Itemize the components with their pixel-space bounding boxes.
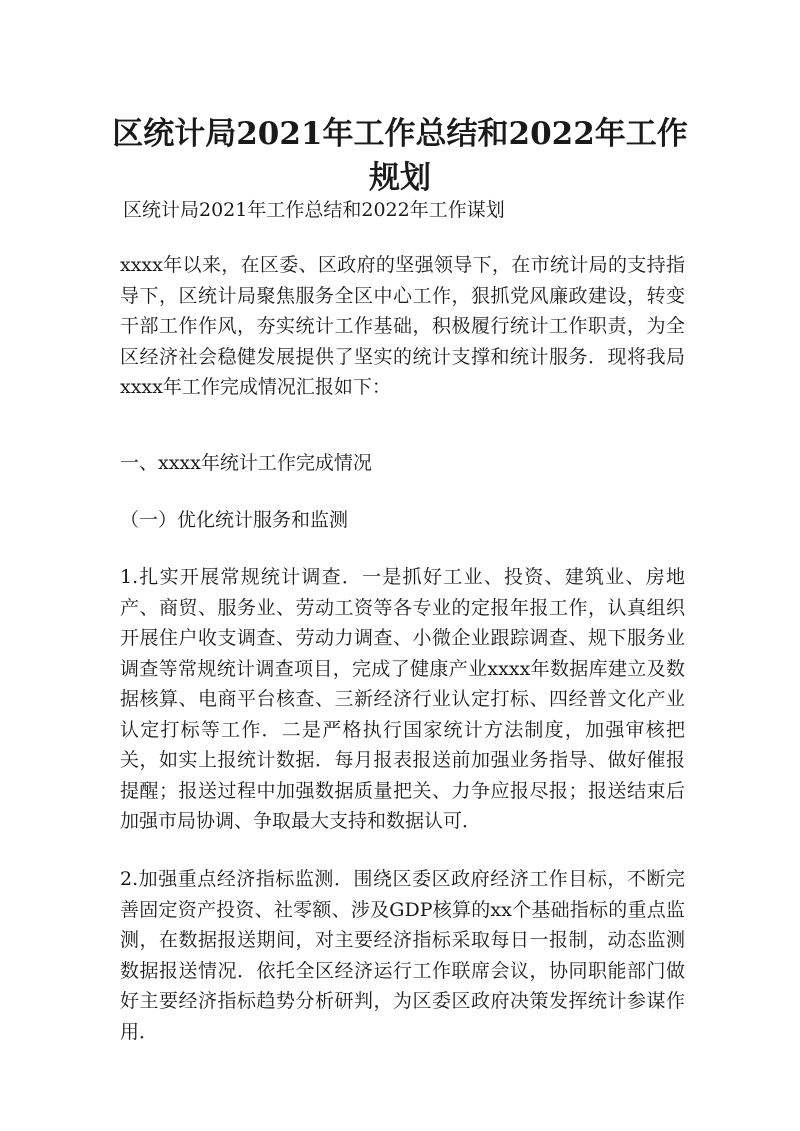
paragraph-item-2: 2.加强重点经济指标监测．围绕区委区政府经济工作目标，不断完善固定资产投资、社零额、涉及GDP核算的xx个基础指标的重点监测，在数据报送期间，对主要经济指标采取每日一报制，动态监测数据报送情况．依托全区经济运行工作联席会议，协同职能部门做好主要经济指标趋势分析研判，为区委区政府决策发挥统计参谋作用． bbox=[120, 868, 685, 1043]
intro-paragraph: xxxx年以来，在区委、区政府的坚强领导下，在市统计局的支持指导下，区统计局聚焦服务全区中心工作，狠抓党风廉政建设，转变干部工作作风，夯实统计工作基础，积极履行统计工作职责，为全区经济社会稳健发展提供了坚实的统计支撑和统计服务．现将我局xxxx年工作完成情况汇报如下： bbox=[120, 254, 685, 398]
subsection-heading-1: （一）优化统计服务和监测 bbox=[120, 509, 349, 531]
paragraph-item-1: 1.扎实开展常规统计调查．一是抓好工业、投资、建筑业、房地产、商贸、服务业、劳动工资等各专业的定报年报工作，认真组织开展住户收支调查、劳动力调查、小微企业跟踪调查、规下服务业调查等常规统计调查项目，完成了健康产业xxxx年数据库建立及数据核算、电商平台核查、三新经济行业认定打标、四经普文化产业认定打标等工作．二是严格执行国家统计方法制度，加强审核把关，如实上报统计数据．每月报表报送前加强业务指导、做好催报提醒；报送过程中加强数据质量把关、力争应报尽报；报送结束后加强市局协调、争取最大支持和数据认可． bbox=[120, 566, 685, 832]
document-subtitle: 区统计局2021年工作总结和2022年工作谋划 bbox=[123, 199, 505, 221]
section-heading-1: 一、xxxx年统计工作完成情况 bbox=[120, 452, 372, 474]
document-title: 区统计局2021年工作总结和2022年工作规划 bbox=[112, 116, 688, 196]
